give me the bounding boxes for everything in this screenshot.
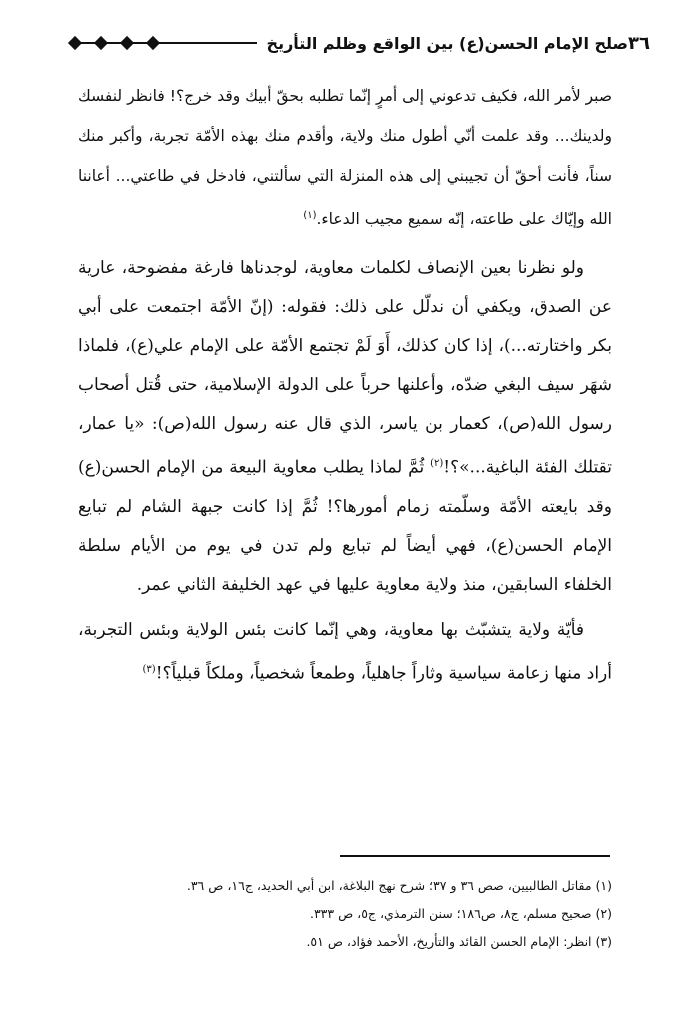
quoted-letter: صبر لأمر الله، فكيف تدعوني إلى أمرٍ إنّما تطلبه بحقّ أبيك وقد خرج؟! فانظر لنفسك ولدينك... وقد علمت أنّي أطول منك ولاية، وأقدم منك بهذه الأمّة تجربة، وأكبر منك سناً، فأنت أحقّ أن تجيبني إلى هذه المنزلة التي سألتني، فادخل في طاعتي... أعاننا الله وإيّاك على طاعته، إنّه سميع مجيب الدعاء.$^{(١)}$ <box>78 87 612 229</box>
footnote-separator <box>340 855 610 857</box>
paragraph: فأيّة ولاية يتشبّث بها معاوية، وهي إنّما كانت بئس الولاية وبئس التجربة، أراد منها زعامة سياسية وثاراً جاهلياً، وطمعاً شخصياً، وملكاً قبلياً؟!$^{(٣)}$ <box>78 619 612 684</box>
page-header <box>40 28 650 58</box>
running-title: صلح الإمام الحسن(ع) بين الواقع وظلم التأريخ <box>266 33 629 53</box>
diamond-ornament-icon <box>94 36 108 50</box>
footnote-ref: (٢) <box>430 458 444 470</box>
footnote: (٣) انظر: الإمام الحسن القائد والتأريخ، الأحمد فؤاد، ص ٥١. <box>306 934 612 949</box>
footnote-ref: (١) <box>303 210 317 221</box>
footnote: (١) مقاتل الطالبيين، صص ٣٦ و ٣٧؛ شرح نهج البلاغة، ابن أبي الحديد، ج١٦، ص ٣٦. <box>186 878 612 893</box>
header-ornament <box>70 42 257 44</box>
diamond-ornament-icon <box>120 36 134 50</box>
footnotes <box>78 872 612 956</box>
diamond-ornament-icon <box>146 36 160 50</box>
page-number: ٣٦ <box>628 32 650 54</box>
diamond-ornament-icon <box>68 36 82 50</box>
main-text <box>78 76 612 693</box>
footnote: (٢) صحيح مسلم، ج٨، ص١٨٦؛ سنن الترمذي، ج٥، ص ٣٣٣. <box>309 906 612 921</box>
footnote-ref: (٣) <box>142 663 156 675</box>
paragraph: ولو نظرنا بعين الإنصاف لكلمات معاوية، لوجدناها فارغة مفضوحة، عارية عن الصدق، ويكفي أن ندلّل على ذلك: فقوله: (إنّ الأمّة اجتمعت على أبي بكر واختارته...)، إذا كان كذلك، أَوَ لَمْ تجتمع الأمّة على الإمام علي(ع)، فلماذا شهَر سيف البغي ضدّه، وأعلنها حرباً على الدولة الإسلامية، حتى قُتل أصحاب رسول الله(ص)، كعمار بن ياسر، الذي قال عنه رسول الله(ص): «يا عمار، تقتلك الفئة الباغية...»؟!$^{(٢)}$ ثُمَّ لماذا يطلب معاوية البيعة من الإمام الحسن(ع) وقد بايعته الأمّة وسلّمته زمام أمورها؟! ثُمَّ إذا كانت جبهة الشام لم تبايع الإمام الحسن(ع)، فهي أيضاً لم تبايع ولم تدن في يوم من الأيام سلطة الخلفاء السابقين، منذ ولاية معاوية عليها في عهد الخليفة الثاني عمر. <box>78 258 612 595</box>
